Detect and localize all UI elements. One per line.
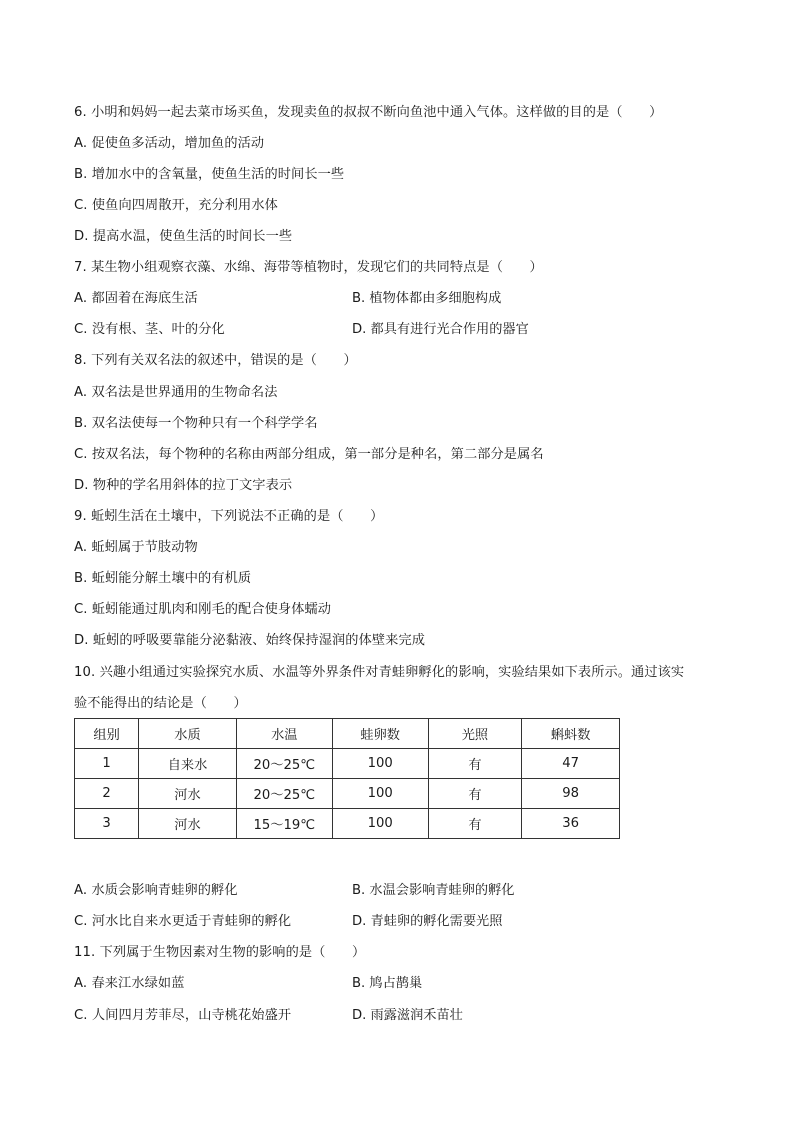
q7-option-d: D. 都具有进行光合作用的器官	[352, 322, 529, 337]
q10-stem-line1: 10. 兴趣小组通过实验探究水质、水温等外界条件对青蛙卵孵化的影响，实验结果如下表所示。通过该实	[74, 665, 685, 680]
q11-option-c: C. 人间四月芳菲尽，山寺桃花始盛开	[74, 1008, 292, 1023]
table-cell: 98	[522, 779, 620, 809]
table-cell: 河水	[139, 779, 237, 809]
q7-stem: 7. 某生物小组观察衣藻、水绵、海带等植物时，发现它们的共同特点是（ ）	[74, 260, 543, 275]
header-cell: 蛙卵数	[332, 719, 428, 749]
header-cell: 光照	[428, 719, 522, 749]
header-cell: 蝌蚪数	[522, 719, 620, 749]
q8-option-b: B. 双名法使每一个物种只有一个科学学名	[74, 416, 318, 431]
q8-option-c: C. 按双名法，每个物种的名称由两部分组成，第一部分是种名，第二部分是属名	[74, 447, 544, 462]
q9-option-d: D. 蚯蚓的呼吸要靠能分泌黏液、始终保持湿润的体壁来完成	[74, 633, 426, 648]
table-cell: 100	[332, 809, 428, 839]
q9-option-b: B. 蚯蚓能分解土壤中的有机质	[74, 571, 252, 586]
q7-option-a: A. 都固着在海底生活	[74, 291, 198, 306]
q10-option-c: C. 河水比自来水更适于青蛙卵的孵化	[74, 914, 292, 929]
q6-option-c: C. 使鱼向四周散开，充分利用水体	[74, 198, 278, 213]
q10-stem-line2: 验不能得出的结论是（ ）	[74, 696, 247, 711]
table-cell: 有	[428, 749, 522, 779]
q11-option-d: D. 雨露滋润禾苗壮	[352, 1008, 463, 1023]
table-cell: 河水	[139, 809, 237, 839]
table-cell: 2	[75, 779, 139, 809]
q9-option-c: C. 蚯蚓能通过肌肉和刚毛的配合使身体蠕动	[74, 602, 332, 617]
q10-option-d: D. 青蛙卵的孵化需要光照	[352, 914, 503, 929]
q11-option-a: A. 春来江水绿如蓝	[74, 976, 185, 991]
header-cell: 组别	[75, 719, 139, 749]
table-cell: 20～25℃	[236, 749, 332, 779]
q6-option-a: A. 促使鱼多活动，增加鱼的活动	[74, 136, 265, 151]
table-cell: 有	[428, 779, 522, 809]
table-cell: 47	[522, 749, 620, 779]
q11-option-b: B. 鸠占鹊巢	[352, 976, 423, 991]
q10-option-a: A. 水质会影响青蛙卵的孵化	[74, 883, 238, 898]
q9-stem: 9. 蚯蚓生活在土壤中，下列说法不正确的是（ ）	[74, 509, 384, 524]
q11-stem: 11. 下列属于生物因素对生物的影响的是（ ）	[74, 945, 366, 960]
table-cell: 100	[332, 749, 428, 779]
q8-option-a: A. 双名法是世界通用的生物命名法	[74, 385, 278, 400]
table-row	[75, 779, 620, 809]
table-cell: 3	[75, 809, 139, 839]
table-cell: 15～19℃	[236, 809, 332, 839]
q10-option-b: B. 水温会影响青蛙卵的孵化	[352, 883, 515, 898]
q6-stem: 6. 小明和妈妈一起去菜市场买鱼，发现卖鱼的叔叔不断向鱼池中通入气体。这样做的目的是（ ）	[74, 105, 663, 120]
q7-option-b: B. 植物体都由多细胞构成	[352, 291, 502, 306]
q6-option-d: D. 提高水温，使鱼生活的时间长一些	[74, 229, 293, 244]
table-cell: 100	[332, 779, 428, 809]
table-cell: 自来水	[139, 749, 237, 779]
experiment-table	[74, 718, 620, 839]
header-cell: 水温	[236, 719, 332, 749]
table-cell: 有	[428, 809, 522, 839]
table-cell: 1	[75, 749, 139, 779]
header-cell: 水质	[139, 719, 237, 749]
q7-option-c: C. 没有根、茎、叶的分化	[74, 322, 225, 337]
table-cell: 20～25℃	[236, 779, 332, 809]
table-row	[75, 749, 620, 779]
table-header-row	[75, 719, 620, 749]
q9-option-a: A. 蚯蚓属于节肢动物	[74, 540, 198, 555]
table-cell: 36	[522, 809, 620, 839]
q8-stem: 8. 下列有关双名法的叙述中，错误的是（ ）	[74, 353, 357, 368]
table-row	[75, 809, 620, 839]
q6-option-b: B. 增加水中的含氧量，使鱼生活的时间长一些	[74, 167, 345, 182]
q8-option-d: D. 物种的学名用斜体的拉丁文字表示	[74, 478, 293, 493]
